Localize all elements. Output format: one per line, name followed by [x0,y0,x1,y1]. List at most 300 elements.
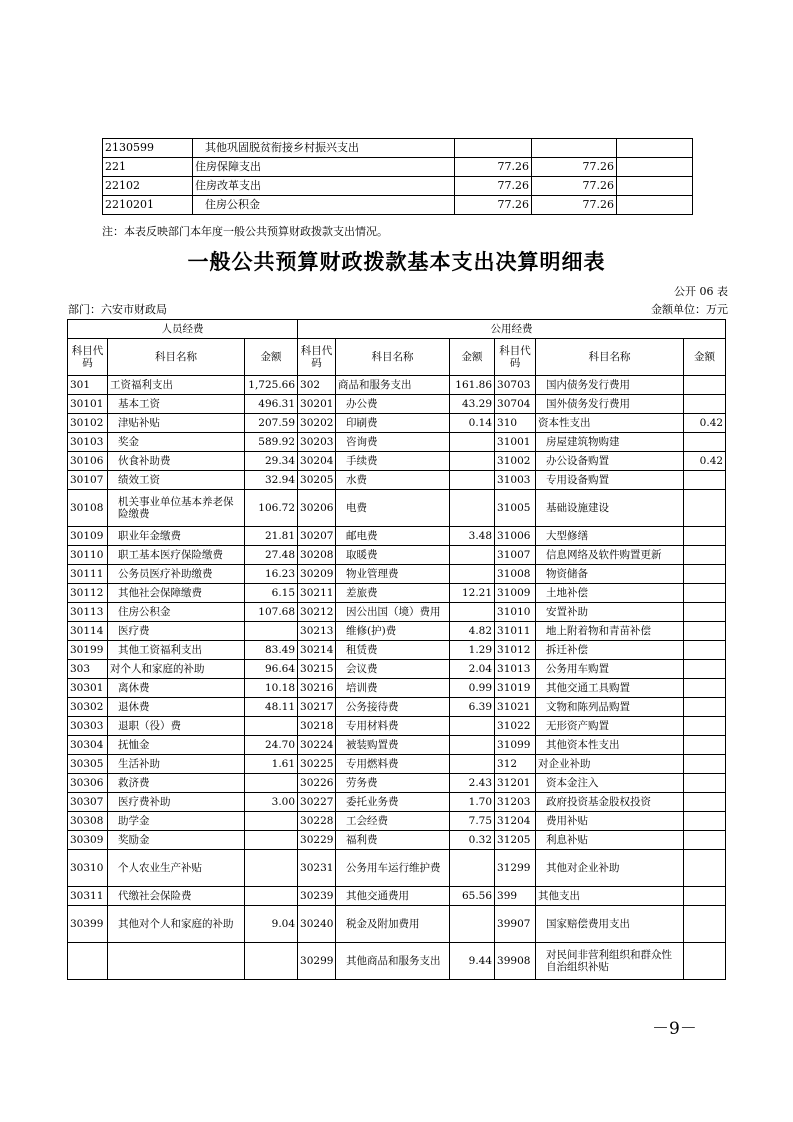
name-cell: 离休费 [108,679,245,698]
table-row [68,736,726,755]
table-row [68,831,726,850]
code-cell: 30303 [68,717,108,736]
code-cell: 30199 [68,641,108,660]
amount-cell: 83.49 [245,641,298,660]
name-cell: 基本工资 [108,395,245,414]
top-amount-cell: 77.26 [455,158,532,177]
code-cell: 30204 [298,452,336,471]
name-cell: 其他商品和服务支出 [336,943,450,980]
name-cell: 物资储备 [536,565,684,584]
name-cell: 商品和服务支出 [336,376,450,395]
table-row [68,376,726,395]
table-row [68,527,726,546]
name-cell: 医疗费补助 [108,793,245,812]
table-row [68,812,726,831]
amount-cell [684,622,726,641]
public-group-header: 公用经费 [298,320,726,339]
amount-cell [245,887,298,906]
code-cell: 301 [68,376,108,395]
name-cell: 物业管理费 [336,565,450,584]
amount-cell: 32.94 [245,471,298,490]
amount-cell [684,831,726,850]
name-cell: 其他支出 [536,887,684,906]
code-cell: 30225 [298,755,336,774]
amount-cell [684,698,726,717]
name-cell: 公务用车运行维护费 [336,850,450,887]
amount-cell: 1.29 [450,641,495,660]
code-cell: 31008 [495,565,536,584]
table-row [68,414,726,433]
name-cell: 工资福利支出 [108,376,245,395]
code-cell: 30703 [495,376,536,395]
name-cell [108,943,245,980]
name-cell: 代缴社会保险费 [108,887,245,906]
name-cell: 专用燃料费 [336,755,450,774]
amount-cell: 2.04 [450,660,495,679]
code-cell: 30209 [298,565,336,584]
name-cell: 其他交通费用 [336,887,450,906]
code-cell: 30306 [68,774,108,793]
amount-cell: 3.00 [245,793,298,812]
amount-cell: 16.23 [245,565,298,584]
code-cell: 31005 [495,490,536,527]
amount-cell: 0.42 [684,452,726,471]
amount-cell [684,376,726,395]
amount-cell [684,906,726,943]
amount-cell [684,943,726,980]
name-cell: 对企业补助 [536,755,684,774]
table-row [68,452,726,471]
amount-cell [684,887,726,906]
code-cell: 31011 [495,622,536,641]
top-code-cell: 2210201 [103,196,193,215]
amount-cell [684,490,726,527]
table-row [68,565,726,584]
top-empty-cell [617,139,693,158]
table-row [68,755,726,774]
name-cell: 办公费 [336,395,450,414]
amount-cell [245,622,298,641]
name-cell: 利息补贴 [536,831,684,850]
amount-cell [245,831,298,850]
code-cell: 30239 [298,887,336,906]
amount-cell: 65.56 [450,887,495,906]
amount-cell: 6.39 [450,698,495,717]
code-cell: 30113 [68,603,108,622]
col-header-code: 科目代码 [68,339,108,376]
amount-cell [684,584,726,603]
name-cell: 其他对企业补助 [536,850,684,887]
name-cell: 培训费 [336,679,450,698]
table-row [68,943,726,980]
code-cell: 30310 [68,850,108,887]
code-cell: 30103 [68,433,108,452]
name-cell: 公务用车购置 [536,660,684,679]
amount-cell [684,660,726,679]
name-cell: 津贴补贴 [108,414,245,433]
code-cell: 31001 [495,433,536,452]
amount-cell: 4.82 [450,622,495,641]
code-cell: 31013 [495,660,536,679]
name-cell: 工会经费 [336,812,450,831]
amount-cell: 27.48 [245,546,298,565]
amount-cell [245,717,298,736]
name-cell: 国内债务发行费用 [536,376,684,395]
code-cell: 30208 [298,546,336,565]
amount-cell: 24.70 [245,736,298,755]
amount-cell [684,603,726,622]
code-cell: 30228 [298,812,336,831]
code-cell: 31204 [495,812,536,831]
top-amount-cell [532,139,617,158]
code-cell: 30107 [68,471,108,490]
top-name-cell: 住房公积金 [193,196,455,215]
name-cell: 无形资产购置 [536,717,684,736]
name-cell: 拆迁补偿 [536,641,684,660]
code-cell: 30308 [68,812,108,831]
name-cell: 大型修缮 [536,527,684,546]
amount-cell [684,793,726,812]
code-cell: 31007 [495,546,536,565]
code-cell: 30112 [68,584,108,603]
code-cell: 39908 [495,943,536,980]
table-row [68,490,726,527]
code-cell: 30299 [298,943,336,980]
code-cell: 30305 [68,755,108,774]
amount-cell [684,812,726,831]
code-cell: 30215 [298,660,336,679]
col-header-amount: 金额 [245,339,298,376]
table-note: 注：本表反映部门本年度一般公共预算财政拨款支出情况。 [102,225,388,238]
name-cell: 专用材料费 [336,717,450,736]
table-row [68,433,726,452]
amount-cell [684,717,726,736]
amount-cell [684,527,726,546]
amount-cell [450,433,495,452]
col-header-amount: 金额 [684,339,726,376]
amount-cell: 1.61 [245,755,298,774]
table-row [68,887,726,906]
col-header-name: 科目名称 [536,339,684,376]
name-cell: 维修(护)费 [336,622,450,641]
code-cell: 399 [495,887,536,906]
amount-cell [684,433,726,452]
top-code-cell: 2130599 [103,139,193,158]
code-cell: 30704 [495,395,536,414]
unit-label: 金额单位：万元 [651,303,728,316]
code-cell: 30399 [68,906,108,943]
code-cell: 31022 [495,717,536,736]
code-cell: 30216 [298,679,336,698]
amount-cell [684,641,726,660]
amount-cell: 1,725.66 [245,376,298,395]
top-code-cell: 221 [103,158,193,177]
amount-cell [450,546,495,565]
name-cell: 奖励金 [108,831,245,850]
code-cell: 31003 [495,471,536,490]
name-cell: 退休费 [108,698,245,717]
code-cell: 30111 [68,565,108,584]
code-cell: 30201 [298,395,336,414]
name-cell: 会议费 [336,660,450,679]
name-cell: 信息网络及软件购置更新 [536,546,684,565]
amount-cell [684,395,726,414]
amount-cell [684,471,726,490]
department-label: 部门：六安市财政局 [68,303,167,316]
amount-cell [245,774,298,793]
name-cell: 资本金注入 [536,774,684,793]
name-cell: 地上附着物和青苗补偿 [536,622,684,641]
code-cell: 30226 [298,774,336,793]
amount-cell: 106.72 [245,490,298,527]
name-cell: 费用补贴 [536,812,684,831]
name-cell: 资本性支出 [536,414,684,433]
amount-cell [450,452,495,471]
top-amount-cell [455,139,532,158]
col-header-code: 科目代码 [495,339,536,376]
name-cell: 职工基本医疗保险缴费 [108,546,245,565]
code-cell: 31201 [495,774,536,793]
name-cell: 绩效工资 [108,471,245,490]
name-cell: 个人农业生产补贴 [108,850,245,887]
amount-cell: 2.43 [450,774,495,793]
amount-cell [450,565,495,584]
name-cell: 办公设备购置 [536,452,684,471]
amount-cell: 6.15 [245,584,298,603]
name-cell: 职业年金缴费 [108,527,245,546]
name-cell: 基础设施建设 [536,490,684,527]
amount-cell: 0.99 [450,679,495,698]
table-row [68,395,726,414]
code-cell: 303 [68,660,108,679]
amount-cell: 107.68 [245,603,298,622]
code-cell: 31002 [495,452,536,471]
code-cell: 31205 [495,831,536,850]
name-cell: 其他社会保障缴费 [108,584,245,603]
expenditure-detail-table [67,319,726,980]
name-cell: 助学金 [108,812,245,831]
amount-cell [684,774,726,793]
code-cell: 30102 [68,414,108,433]
code-cell: 30114 [68,622,108,641]
amount-cell: 10.18 [245,679,298,698]
personnel-group-header: 人员经费 [68,320,298,339]
top-empty-cell [617,177,693,196]
amount-cell: 29.34 [245,452,298,471]
top-empty-cell [617,196,693,215]
amount-cell: 7.75 [450,812,495,831]
code-cell: 30101 [68,395,108,414]
name-cell: 安置补助 [536,603,684,622]
code-cell: 30207 [298,527,336,546]
code-cell: 31010 [495,603,536,622]
name-cell: 其他交通工具购置 [536,679,684,698]
amount-cell [684,755,726,774]
code-cell: 30212 [298,603,336,622]
amount-cell: 0.42 [684,414,726,433]
amount-cell: 12.21 [450,584,495,603]
name-cell: 被装购置费 [336,736,450,755]
name-cell: 房屋建筑物购建 [536,433,684,452]
name-cell: 对个人和家庭的补助 [108,660,245,679]
name-cell: 水费 [336,471,450,490]
name-cell: 租赁费 [336,641,450,660]
code-cell: 31203 [495,793,536,812]
top-name-cell: 住房改革支出 [193,177,455,196]
code-cell: 302 [298,376,336,395]
code-cell: 30309 [68,831,108,850]
table-row [68,698,726,717]
table-row [68,679,726,698]
name-cell: 税金及附加费用 [336,906,450,943]
name-cell: 咨询费 [336,433,450,452]
name-cell: 手续费 [336,452,450,471]
name-cell: 印刷费 [336,414,450,433]
code-cell: 310 [495,414,536,433]
top-amount-cell: 77.26 [532,177,617,196]
code-cell: 30304 [68,736,108,755]
code-cell: 30214 [298,641,336,660]
amount-cell: 21.81 [245,527,298,546]
name-cell: 委托业务费 [336,793,450,812]
code-cell: 30213 [298,622,336,641]
code-cell: 31012 [495,641,536,660]
amount-cell [684,679,726,698]
amount-cell [684,850,726,887]
table-row [103,196,693,215]
col-header-amount: 金额 [450,339,495,376]
code-cell: 31009 [495,584,536,603]
name-cell: 专用设备购置 [536,471,684,490]
top-code-cell: 22102 [103,177,193,196]
table-row [68,622,726,641]
top-amount-cell: 77.26 [455,177,532,196]
col-header-name: 科目名称 [108,339,245,376]
name-cell: 伙食补助费 [108,452,245,471]
amount-cell [684,736,726,755]
amount-cell [684,565,726,584]
top-amount-cell: 77.26 [532,158,617,177]
amount-cell [450,850,495,887]
code-cell: 31021 [495,698,536,717]
amount-cell: 43.29 [450,395,495,414]
code-cell: 30109 [68,527,108,546]
table-row [103,158,693,177]
amount-cell: 9.04 [245,906,298,943]
table-row [68,850,726,887]
name-cell: 抚恤金 [108,736,245,755]
name-cell: 退职（役）费 [108,717,245,736]
amount-cell: 96.64 [245,660,298,679]
code-cell: 31019 [495,679,536,698]
table-row [68,793,726,812]
code-cell: 30203 [298,433,336,452]
name-cell: 差旅费 [336,584,450,603]
page-title: 一般公共预算财政拨款基本支出决算明细表 [187,250,606,274]
code-cell: 30224 [298,736,336,755]
code-cell: 30231 [298,850,336,887]
amount-cell [245,943,298,980]
top-amount-cell: 77.26 [532,196,617,215]
amount-cell [450,490,495,527]
form-number: 公开 06 表 [674,285,728,298]
name-cell: 奖金 [108,433,245,452]
name-cell: 国外债务发行费用 [536,395,684,414]
name-cell: 政府投资基金股权投资 [536,793,684,812]
top-amount-cell: 77.26 [455,196,532,215]
amount-cell: 1.70 [450,793,495,812]
name-cell: 其他对个人和家庭的补助 [108,906,245,943]
code-cell: 30229 [298,831,336,850]
name-cell: 公务接待费 [336,698,450,717]
name-cell: 国家赔偿费用支出 [536,906,684,943]
name-cell: 电费 [336,490,450,527]
name-cell: 邮电费 [336,527,450,546]
code-cell: 39907 [495,906,536,943]
code-cell [68,943,108,980]
amount-cell [450,906,495,943]
code-cell: 31099 [495,736,536,755]
table-row [68,660,726,679]
top-name-cell: 其他巩固脱贫衔接乡村振兴支出 [193,139,455,158]
table-row [68,471,726,490]
table-row [68,546,726,565]
code-cell: 30218 [298,717,336,736]
page-number: －9－ [652,1019,697,1039]
table-row [103,177,693,196]
code-cell: 30240 [298,906,336,943]
amount-cell [684,546,726,565]
amount-cell: 3.48 [450,527,495,546]
code-cell: 30202 [298,414,336,433]
code-cell: 30301 [68,679,108,698]
amount-cell: 9.44 [450,943,495,980]
amount-cell [450,603,495,622]
name-cell: 对民间非营利组织和群众性自治组织补贴 [536,943,684,980]
name-cell: 劳务费 [336,774,450,793]
amount-cell [450,471,495,490]
code-cell: 30108 [68,490,108,527]
amount-cell [450,736,495,755]
table-row [68,717,726,736]
code-cell: 31006 [495,527,536,546]
code-cell: 30205 [298,471,336,490]
code-cell: 30217 [298,698,336,717]
table-row [103,139,693,158]
table-row [68,603,726,622]
amount-cell: 0.14 [450,414,495,433]
amount-cell: 0.32 [450,831,495,850]
top-name-cell: 住房保障支出 [193,158,455,177]
code-cell: 30307 [68,793,108,812]
name-cell: 机关事业单位基本养老保险缴费 [108,490,245,527]
name-cell: 福利费 [336,831,450,850]
name-cell: 公务员医疗补助缴费 [108,565,245,584]
amount-cell: 496.31 [245,395,298,414]
name-cell: 土地补偿 [536,584,684,603]
amount-cell [245,812,298,831]
code-cell: 30110 [68,546,108,565]
code-cell: 30211 [298,584,336,603]
code-cell: 30206 [298,490,336,527]
code-cell: 30311 [68,887,108,906]
amount-cell: 48.11 [245,698,298,717]
table-row [68,641,726,660]
table-row [68,584,726,603]
table-row [68,774,726,793]
code-cell: 30227 [298,793,336,812]
name-cell: 住房公积金 [108,603,245,622]
